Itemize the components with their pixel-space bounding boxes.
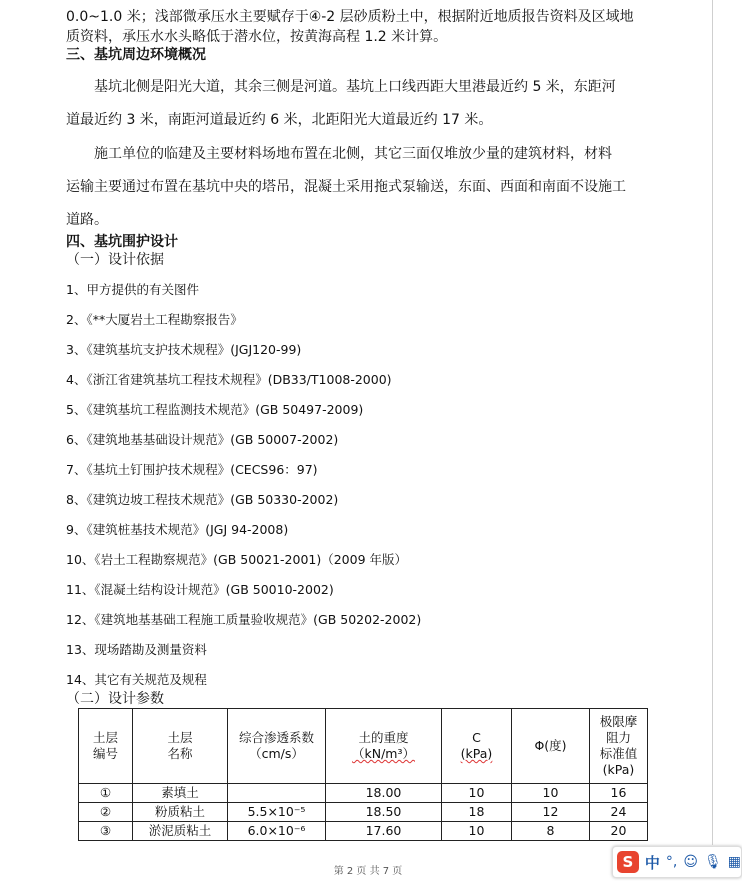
paragraph-line: 基坑北侧是阳光大道，其余三侧是河道。基坑上口线西距大里港最近约 5 米，东距河	[94, 79, 616, 95]
subsection-heading: （二）设计参数	[66, 691, 164, 707]
reference-item: 4、《浙江省建筑基坑工程技术规程》(DB33/T1008-2000)	[66, 372, 392, 387]
paragraph-line: 质资料，承压水水头略低于潜水位，按黄海高程 1.2 米计算。	[66, 29, 448, 45]
reference-item: 8、《建筑边坡工程技术规范》(GB 50330-2002)	[66, 492, 339, 507]
table-row	[79, 784, 648, 803]
more-icon[interactable]: ▦	[727, 854, 741, 870]
table-cell: 18.00	[326, 784, 442, 803]
reference-item: 11、《混凝土结构设计规范》(GB 50010-2002)	[66, 582, 334, 597]
table-cell: 12	[512, 803, 590, 822]
table-cell: ③	[79, 822, 133, 841]
reference-item: 9、《建筑桩基技术规范》(JGJ 94-2008)	[66, 522, 289, 537]
reference-item: 1、甲方提供的有关图件	[66, 282, 199, 297]
sogou-logo-icon[interactable]: S	[617, 851, 639, 873]
table-cell: 18.50	[326, 803, 442, 822]
table-cell: 8	[512, 822, 590, 841]
section-heading: 四、基坑围护设计	[66, 234, 178, 250]
ime-mode-label[interactable]: 中	[644, 853, 660, 872]
table-cell: 24	[590, 803, 648, 822]
ime-punctuation-label[interactable]: °,	[665, 854, 678, 870]
header-cell: 土层 编号	[79, 709, 133, 784]
header-cell: 综合渗透系数 （cm/s）	[228, 709, 326, 784]
reference-item: 12、《建筑地基基础工程施工质量验收规范》(GB 50202-2002)	[66, 612, 422, 627]
paragraph-line: 施工单位的临建及主要材料场地布置在北侧，其它三面仅堆放少量的建筑材料，材料	[94, 146, 612, 162]
table-row	[79, 822, 648, 841]
reference-item: 6、《建筑地基基础设计规范》(GB 50007-2002)	[66, 432, 339, 447]
table-cell	[228, 784, 326, 803]
table-cell: 20	[590, 822, 648, 841]
table-cell: 18	[442, 803, 512, 822]
emoji-icon[interactable]: ☺	[683, 854, 698, 870]
subsection-heading: （一）设计依据	[66, 252, 164, 268]
page-margin-line	[712, 0, 713, 845]
table-header-row	[79, 709, 648, 784]
reference-item: 14、其它有关规范及规程	[66, 672, 207, 687]
reference-item: 13、现场踏勘及测量资料	[66, 642, 207, 657]
page-footer: 第 2 页 共 7 页	[333, 866, 403, 877]
table-cell: 17.60	[326, 822, 442, 841]
table-cell: 6.0×10⁻⁶	[228, 822, 326, 841]
paragraph-line: 道最近约 3 米，南距河道最近约 6 米，北距阳光大道最近约 17 米。	[66, 112, 493, 128]
microphone-icon[interactable]: 🎙	[703, 854, 722, 870]
table-cell: 10	[442, 784, 512, 803]
paragraph-line: 运输主要通过布置在基坑中央的塔吊，混凝土采用拖式泵输送，东面、西面和南面不设施工	[66, 179, 626, 195]
table-cell: 10	[512, 784, 590, 803]
header-cell: 土的重度 （kN/m³）	[326, 709, 442, 784]
paragraph-line: 0.0~1.0 米；浅部微承压水主要赋存于④-2 层砂质粉土中，根据附近地质报告资料及区域地	[66, 9, 634, 25]
header-cell: 土层 名称	[133, 709, 228, 784]
paragraph-line: 道路。	[66, 212, 108, 228]
table-cell: 5.5×10⁻⁵	[228, 803, 326, 822]
table-cell: 16	[590, 784, 648, 803]
reference-item: 7、《基坑土钉围护技术规程》(CECS96：97)	[66, 462, 318, 477]
reference-item: 10、《岩土工程勘察规范》(GB 50021-2001)（2009 年版）	[66, 552, 408, 567]
design-parameters-table	[78, 708, 648, 841]
header-cell: 极限摩 阻力 标准值 (kPa)	[590, 709, 648, 784]
table-cell: ①	[79, 784, 133, 803]
ime-toolbar[interactable]	[612, 846, 742, 878]
reference-item: 3、《建筑基坑支护技术规程》(JGJ120-99)	[66, 342, 302, 357]
header-cell: Φ(度)	[512, 709, 590, 784]
reference-item: 2、《**大厦岩土工程勘察报告》	[66, 312, 243, 327]
table-cell: 10	[442, 822, 512, 841]
reference-item: 5、《建筑基坑工程监测技术规范》(GB 50497-2009)	[66, 402, 364, 417]
table-row	[79, 803, 648, 822]
table-cell: 素填土	[133, 784, 228, 803]
section-heading: 三、基坑周边环境概况	[66, 47, 206, 63]
table-cell: ②	[79, 803, 133, 822]
table-cell: 粉质粘土	[133, 803, 228, 822]
table-cell: 淤泥质粘土	[133, 822, 228, 841]
header-cell: C (kPa)	[442, 709, 512, 784]
